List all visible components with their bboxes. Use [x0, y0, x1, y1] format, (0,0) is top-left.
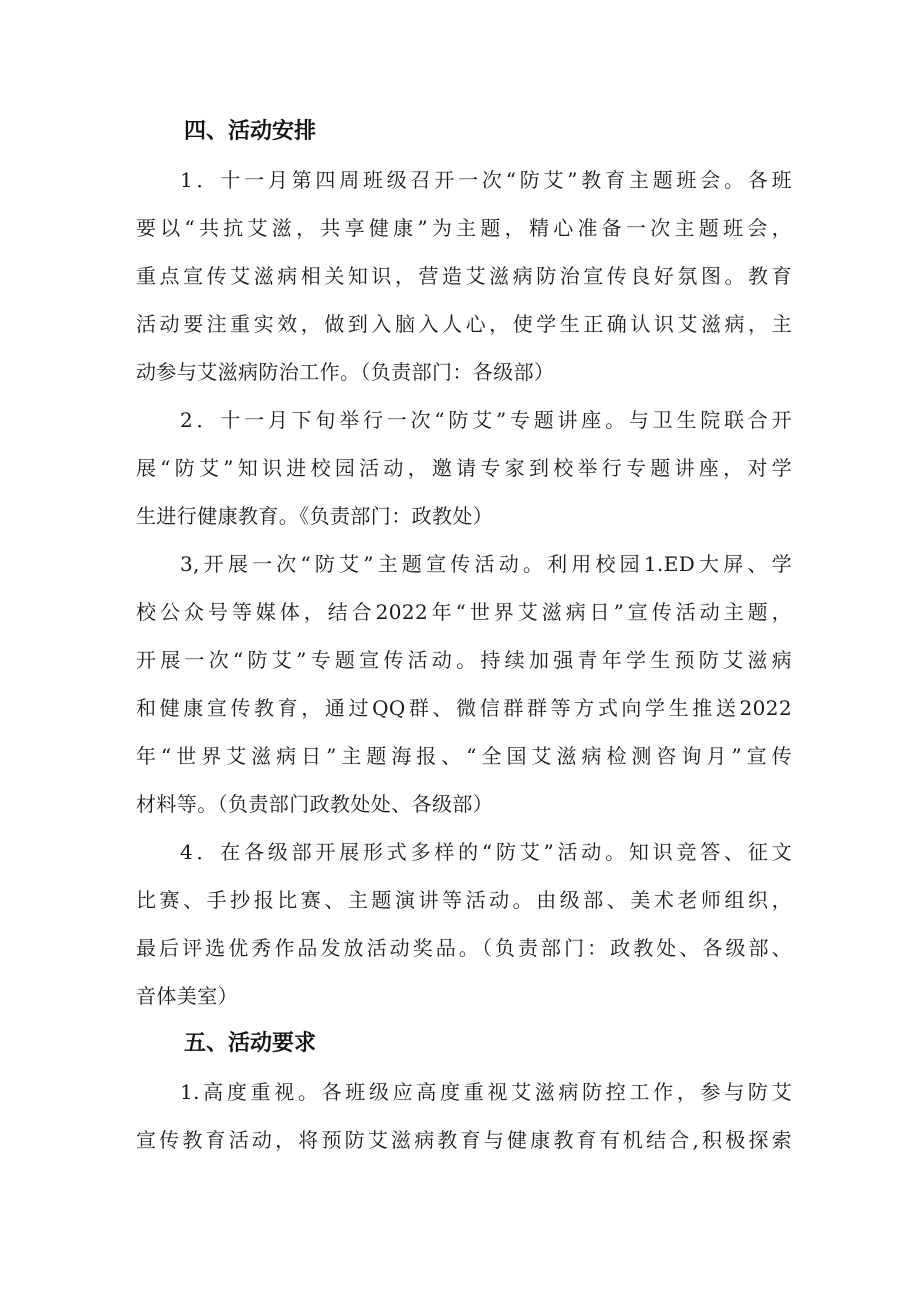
- paragraph-line: 要以“共抗艾滋，共享健康”为主题，精心准备一次主题班会，: [136, 216, 792, 240]
- paragraph-line: 1.高度重视。各班级应高度重视艾滋病防控工作，参与防艾: [180, 1080, 792, 1104]
- paragraph-line: 最后评选优秀作品发放活动奖品。（负责部门：政教处、各级部、: [136, 936, 792, 960]
- document-page: [136, 108, 792, 1164]
- paragraph-requirement-1: [136, 1068, 792, 1164]
- section-heading-activity-arrangement: 四、活动安排: [184, 119, 317, 144]
- paragraph-line: 重点宣传艾滋病相关知识，营造艾滋病防治宣传良好氛图。教育: [136, 264, 792, 288]
- paragraph-line: 宣传教育活动，将预防艾滋病教育与健康教育有机结合,积极探索: [136, 1128, 792, 1152]
- paragraph-line: 4．在各级部开展形式多样的“防艾”活动。知识竞答、征文: [180, 840, 792, 864]
- paragraph-line: 校公众号等媒体，结合2022年“世界艾滋病日”宣传活动主题，: [136, 600, 792, 624]
- section-heading-activity-requirements: 五、活动要求: [184, 1031, 317, 1056]
- paragraph-line: 比赛、手抄报比赛、主题演讲等活动。由级部、美术老师组织，: [136, 888, 792, 912]
- paragraph-line: 动参与艾滋病防治工作。（负责部门：各级部）: [136, 360, 555, 384]
- paragraph-line: 年“世界艾滋病日”主题海报、“全国艾滋病检测咨询月”宣传: [136, 744, 792, 768]
- paragraph-line: 音体美室）: [136, 984, 238, 1008]
- paragraph-item-1: [136, 156, 792, 396]
- paragraph-line: 开展一次“防艾”专题宣传活动。持续加强青年学生预防艾滋病: [136, 648, 792, 672]
- paragraph-item-2: [136, 396, 792, 540]
- paragraph-line: 3,开展一次“防艾”主题宣传活动。利用校园1.ED大屏、学: [180, 552, 792, 576]
- paragraph-item-3: [136, 540, 792, 828]
- paragraph-line: 2．十一月下旬举行一次“防艾”专题讲座。与卫生院联合开: [180, 408, 792, 432]
- paragraph-line: 活动要注重实效，做到入脑入人心，使学生正确认识艾滋病，主: [136, 312, 792, 336]
- paragraph-line: 和健康宣传教育，通过QQ群、微信群群等方式向学生推送2022: [136, 696, 792, 720]
- paragraph-line: 材料等。（负责部门政教处处、各级部）: [136, 792, 494, 816]
- paragraph-line: 生进行健康教育。《负责部门：政教处）: [136, 504, 494, 528]
- paragraph-line: 展“防艾”知识进校园活动，邀请专家到校举行专题讲座，对学: [136, 456, 792, 480]
- paragraph-line: 1．十一月第四周班级召开一次“防艾”教育主题班会。各班: [180, 168, 792, 192]
- paragraph-item-4: [136, 828, 792, 1020]
